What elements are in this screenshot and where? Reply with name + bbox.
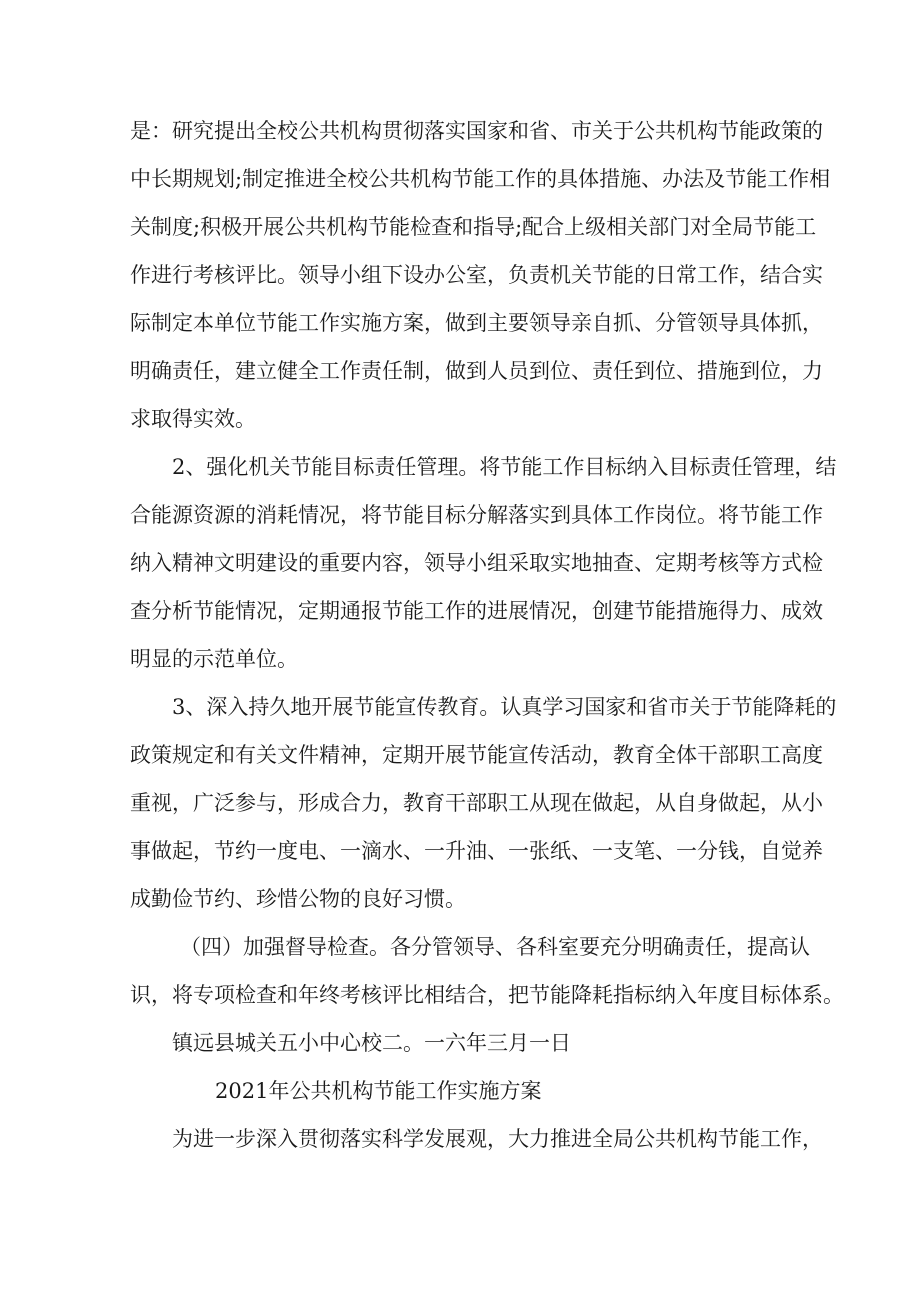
text-line: 事做起，节约一度电、一滴水、一升油、一张纸、一支笔、一分钱，自觉养 bbox=[130, 839, 823, 863]
signature-line: 镇远县城关五小中心校二。一六年三月一日 bbox=[172, 1031, 571, 1055]
text-line: 重视，广泛参与，形成合力，教育干部职工从现在做起，从自身做起，从小 bbox=[130, 791, 823, 815]
text-line: 成勤俭节约、珍惜公物的良好习惯。 bbox=[130, 887, 466, 911]
text-line: 作进行考核评比。领导小组下设办公室，负责机关节能的日常工作，结合实 bbox=[130, 263, 823, 287]
paragraph-4-first-line: （四）加强督导检查。各分管领导、各科室要充分明确责任，提高认 bbox=[180, 935, 810, 959]
document-title: 2021年公共机构节能工作实施方案 bbox=[215, 1079, 542, 1103]
text-line: 明显的示范单位。 bbox=[130, 647, 298, 671]
text-line: 纳入精神文明建设的重要内容，领导小组采取实地抽查、定期考核等方式检 bbox=[130, 551, 823, 575]
text-line: 是：研究提出全校公共机构贯彻落实国家和省、市关于公共机构节能政策的 bbox=[130, 119, 823, 143]
text-line: 查分析节能情况，定期通报节能工作的进展情况，创建节能措施得力、成效 bbox=[130, 599, 823, 623]
text-line: 合能源资源的消耗情况，将节能目标分解落实到具体工作岗位。将节能工作 bbox=[130, 503, 823, 527]
paragraph-3-first-line: 3、深入持久地开展节能宣传教育。认真学习国家和省市关于节能降耗的 bbox=[172, 695, 837, 719]
text-line: 际制定本单位节能工作实施方案，做到主要领导亲自抓、分管领导具体抓， bbox=[130, 311, 823, 335]
paragraph-2-first-line: 2、强化机关节能目标责任管理。将节能工作目标纳入目标责任管理，结 bbox=[172, 455, 837, 479]
text-line: 政策规定和有关文件精神，定期开展节能宣传活动，教育全体干部职工高度 bbox=[130, 743, 823, 767]
text-line: 明确责任，建立健全工作责任制，做到人员到位、责任到位、措施到位，力 bbox=[130, 359, 823, 383]
text-line: 识，将专项检查和年终考核评比相结合，把节能降耗指标纳入年度目标体系。 bbox=[130, 983, 844, 1007]
text-line: 关制度;积极开展公共机构节能检查和指导;配合上级相关部门对全局节能工 bbox=[130, 215, 817, 239]
text-line: 中长期规划;制定推进全校公共机构节能工作的具体措施、办法及节能工作相 bbox=[130, 167, 831, 191]
text-line: 求取得实效。 bbox=[130, 407, 256, 431]
intro-line: 为进一步深入贯彻落实科学发展观，大力推进全局公共机构节能工作， bbox=[172, 1127, 823, 1151]
